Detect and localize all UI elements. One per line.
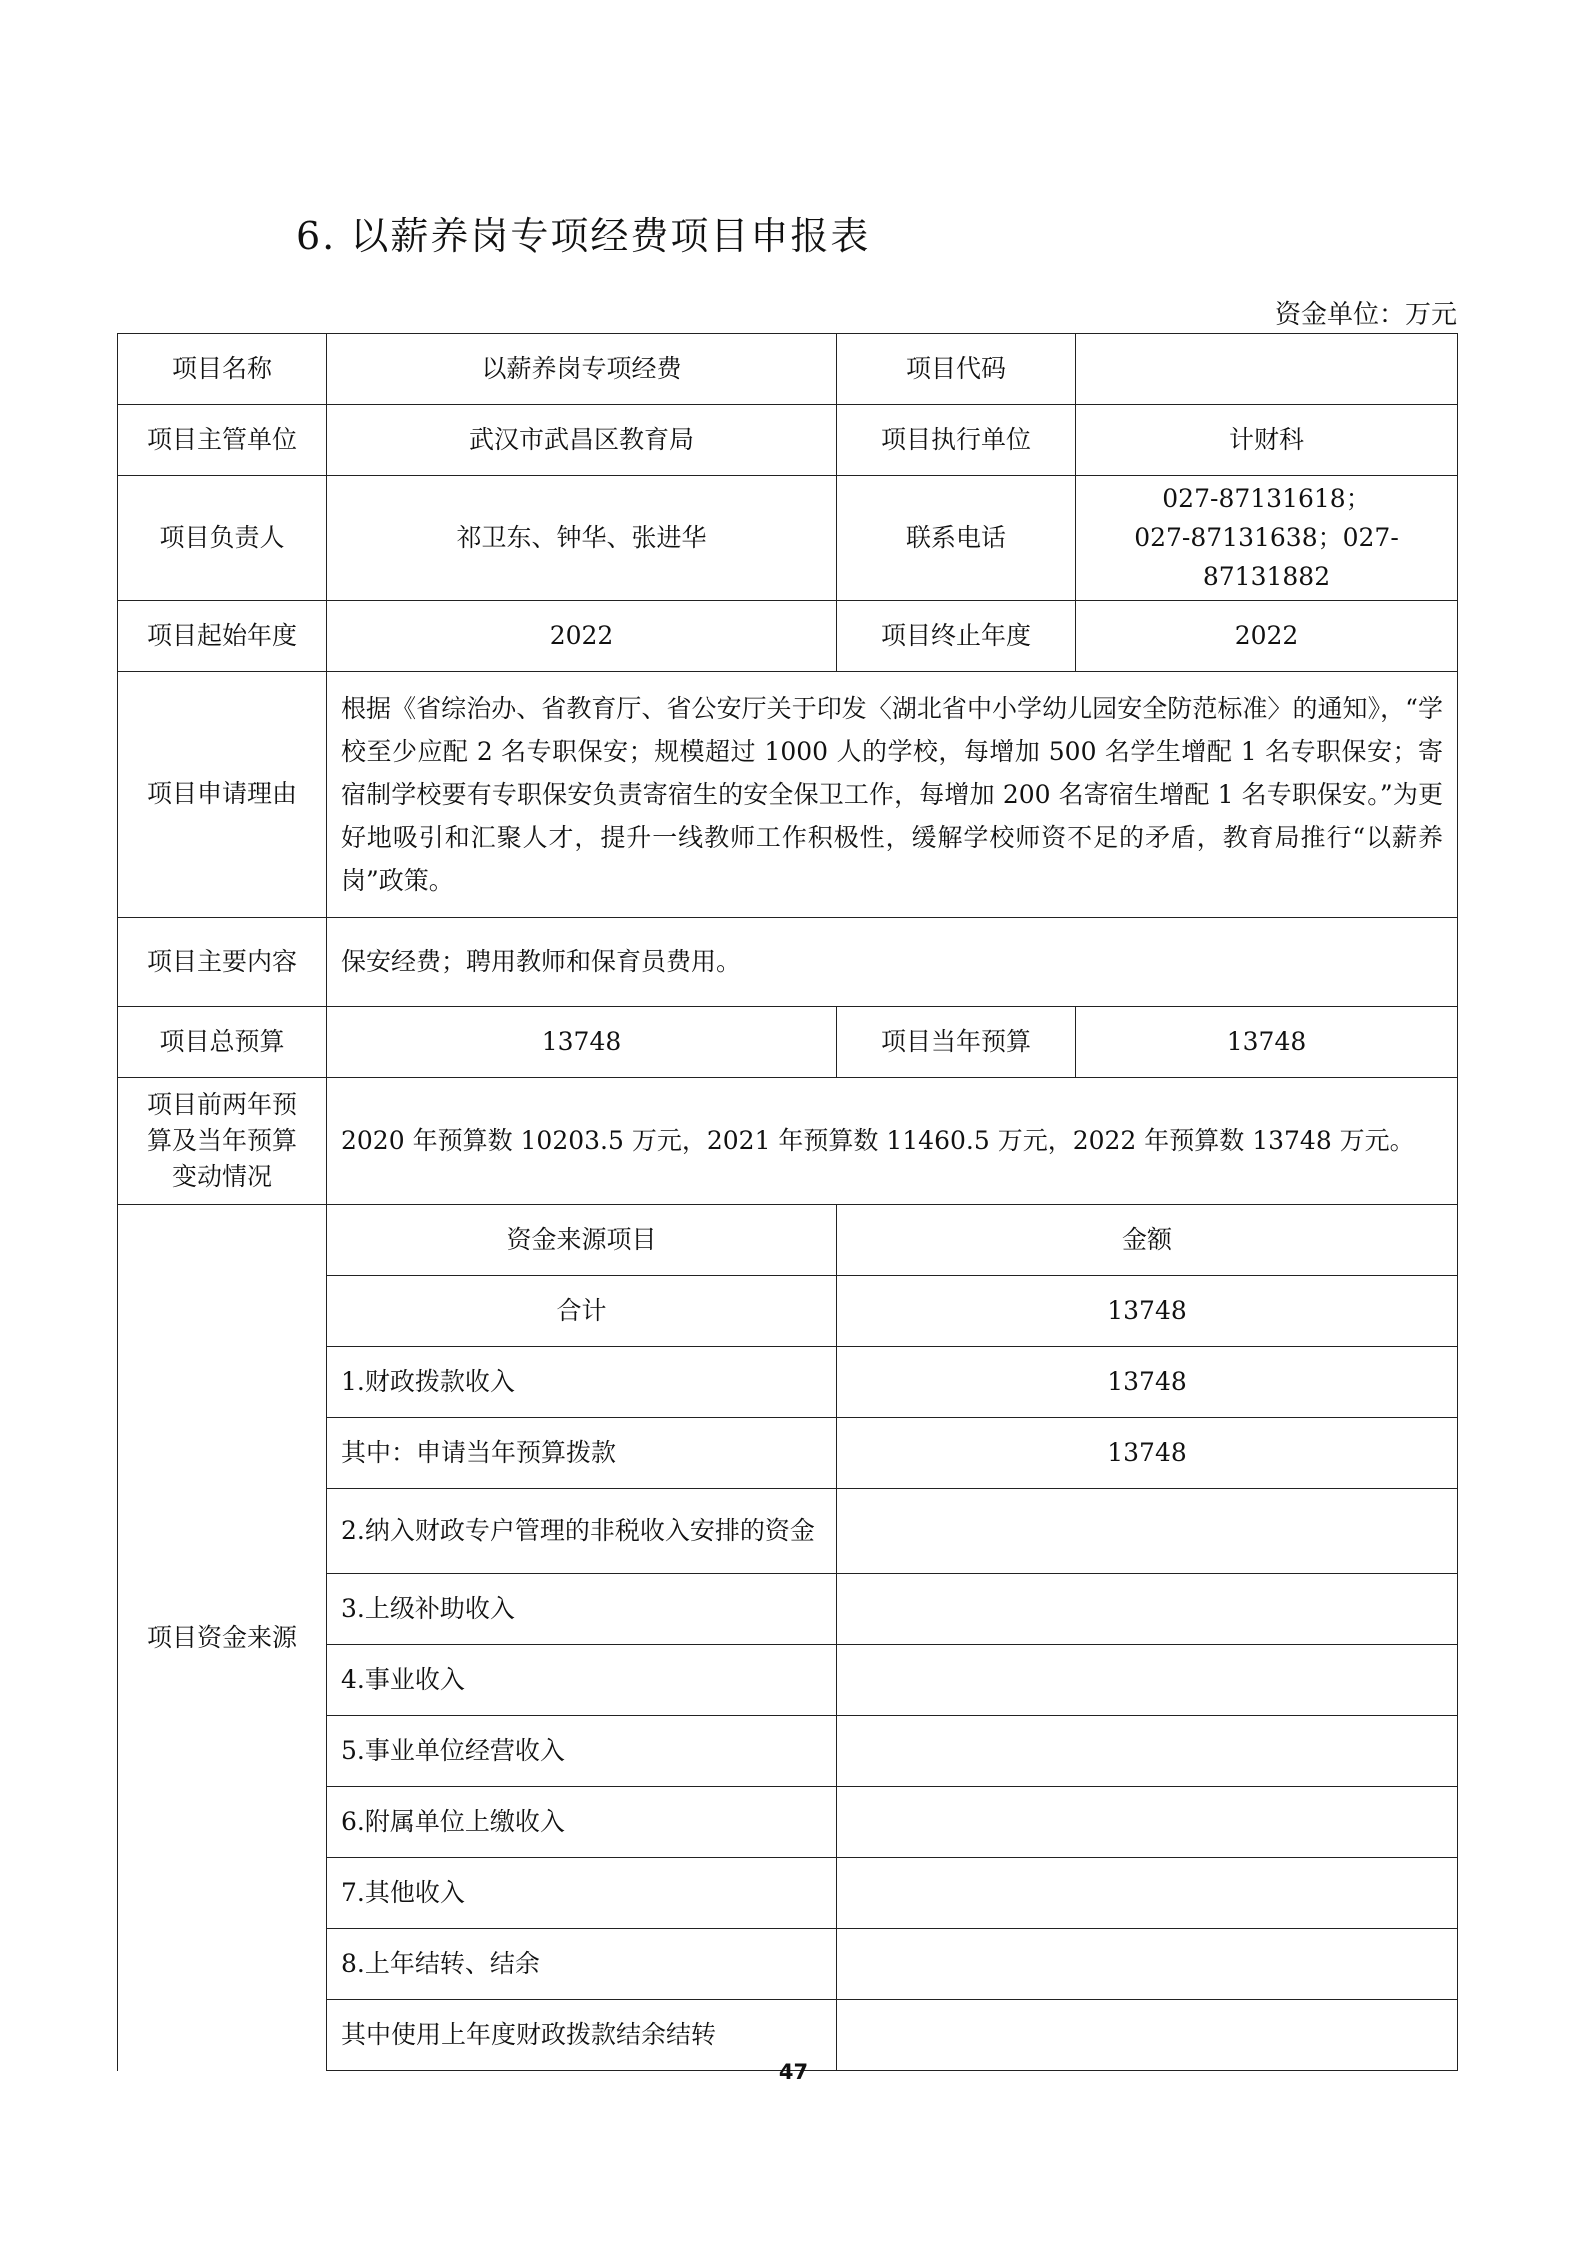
main-content-label: 项目主要内容 (118, 918, 327, 1007)
supervising-unit-value: 武汉市武昌区教育局 (327, 405, 837, 476)
funding-amount-current-year: 13748 (837, 1418, 1458, 1489)
funding-source-label: 项目资金来源 (118, 1205, 327, 2071)
row-units (118, 405, 1458, 476)
funding-item-non-tax: 2.纳入财政专户管理的非税收入安排的资金 (327, 1489, 837, 1574)
budget-change-label-line-2: 算及当年预算 (146, 1126, 297, 1156)
funding-item-current-year: 其中：申请当年预算拨款 (327, 1418, 837, 1489)
funding-item-prior-year-surplus: 其中使用上年度财政拨款结余结转 (327, 2000, 837, 2071)
funding-item-carryover: 8.上年结转、结余 (327, 1929, 837, 2000)
project-code-value (1076, 334, 1458, 405)
budget-change-label-line-1: 项目前两年预 (146, 1089, 297, 1119)
project-owner-value: 祁卫东、钟华、张进华 (327, 476, 837, 601)
funding-header-row (118, 1205, 1458, 1276)
funding-amount-carryover (837, 1929, 1458, 2000)
funding-item-other-income: 7.其他收入 (327, 1858, 837, 1929)
project-name-label: 项目名称 (118, 334, 327, 405)
funding-item-affiliate-income: 6.附属单位上缴收入 (327, 1787, 837, 1858)
funding-amount-header: 金额 (837, 1205, 1458, 1276)
row-budget-change (118, 1078, 1458, 1205)
application-reason-label: 项目申请理由 (118, 672, 327, 918)
funding-amount-non-tax (837, 1489, 1458, 1574)
phone-line-2: 027-87131638；027-87131882 (1134, 522, 1399, 591)
total-budget-value: 13748 (327, 1007, 837, 1078)
phone-line-1: 027-87131618； (1162, 484, 1371, 513)
start-year-value: 2022 (327, 601, 837, 672)
project-code-label: 项目代码 (837, 334, 1076, 405)
funding-amount-superior-subsidy (837, 1574, 1458, 1645)
row-budget (118, 1007, 1458, 1078)
current-year-budget-value: 13748 (1076, 1007, 1458, 1078)
row-contact (118, 476, 1458, 601)
current-year-budget-label: 项目当年预算 (837, 1007, 1076, 1078)
supervising-unit-label: 项目主管单位 (118, 405, 327, 476)
row-years (118, 601, 1458, 672)
start-year-label: 项目起始年度 (118, 601, 327, 672)
end-year-label: 项目终止年度 (837, 601, 1076, 672)
row-content (118, 918, 1458, 1007)
funding-amount-affiliate-income (837, 1787, 1458, 1858)
funding-item-superior-subsidy: 3.上级补助收入 (327, 1574, 837, 1645)
row-project-name (118, 334, 1458, 405)
funding-item-business-income: 4.事业收入 (327, 1645, 837, 1716)
budget-change-text: 2020 年预算数 10203.5 万元，2021 年预算数 11460.5 万元，2022 年预算数 13748 万元。 (327, 1078, 1458, 1205)
project-name-value: 以薪养岗专项经费 (327, 334, 837, 405)
phone-value (1076, 476, 1458, 601)
end-year-value: 2022 (1076, 601, 1458, 672)
funding-item-fiscal: 1.财政拨款收入 (327, 1347, 837, 1418)
budget-change-label-line-3: 变动情况 (171, 1162, 272, 1192)
funding-amount-fiscal: 13748 (837, 1347, 1458, 1418)
application-reason-text: 根据《省综治办、省教育厅、省公安厅关于印发〈湖北省中小学幼儿园安全防范标准〉的通知》，“学校至少应配 2 名专职保安；规模超过 1000 人的学校，每增加 500 名学生增配 1 名专职保安；寄宿制学校要有专职保安负责寄宿生的安全保卫工作，每增加 200 名寄宿生增配 1 名专职保安。”为更好地吸引和汇聚人才，提升一线教师工作积极性，缓解学校师资不足的矛盾，教育局推行“以薪养岗”政策。 (327, 672, 1458, 918)
total-budget-label: 项目总预算 (118, 1007, 327, 1078)
funding-source-header: 资金来源项目 (327, 1205, 837, 1276)
budget-change-label (118, 1078, 327, 1205)
row-reason (118, 672, 1458, 918)
main-content-text: 保安经费；聘用教师和保育员费用。 (327, 918, 1458, 1007)
executing-unit-label: 项目执行单位 (837, 405, 1076, 476)
funding-amount-other-income (837, 1858, 1458, 1929)
phone-label: 联系电话 (837, 476, 1076, 601)
project-application-table (117, 333, 1458, 2071)
funding-amount-total: 13748 (837, 1276, 1458, 1347)
page-number: 47 (778, 2060, 809, 2084)
executing-unit-value: 计财科 (1076, 405, 1458, 476)
currency-unit-label: 资金单位：万元 (1274, 300, 1457, 330)
project-owner-label: 项目负责人 (118, 476, 327, 601)
funding-amount-business-income (837, 1645, 1458, 1716)
funding-amount-operating-income (837, 1716, 1458, 1787)
funding-item-operating-income: 5.事业单位经营收入 (327, 1716, 837, 1787)
funding-item-total: 合计 (327, 1276, 837, 1347)
page-title: 6. 以薪养岗专项经费项目申报表 (296, 214, 871, 258)
